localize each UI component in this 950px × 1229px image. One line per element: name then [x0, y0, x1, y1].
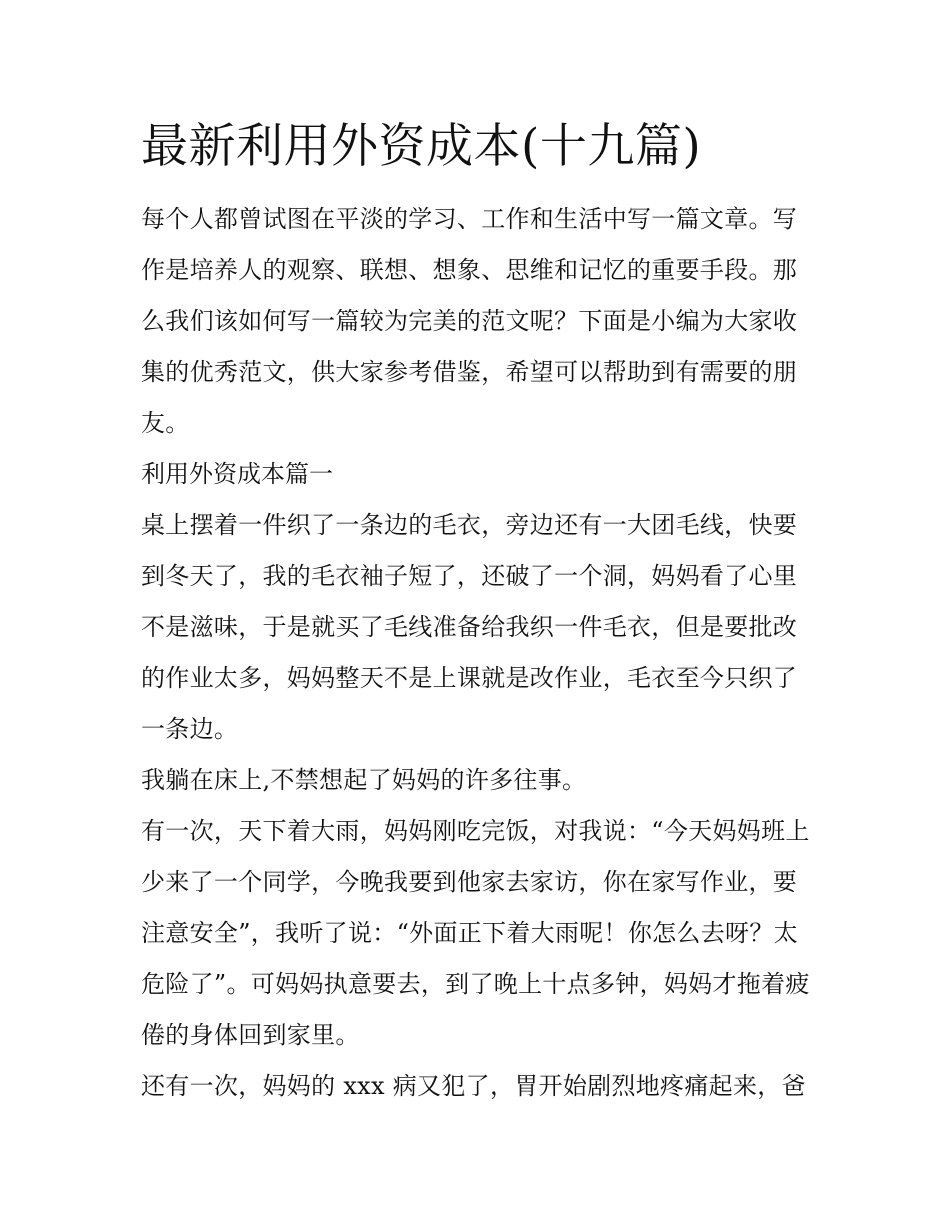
section-heading: 利用外资成本篇一: [141, 460, 333, 488]
intro-paragraph: 每个人都曾试图在平淡的学习、工作和生活中写一篇文章。写作是培养人的观察、联想、想象、思维和记忆的重要手段。那么我们该如何写一篇较为完美的范文呢？下面是小编为大家收集的优秀范文，供大家参考借鉴，希望可以帮助到有需要的朋友。: [141, 205, 798, 437]
body-paragraph: 我躺在床上,不禁想起了妈妈的许多往事。: [141, 766, 587, 794]
document-body: [141, 112, 813, 1112]
document-title: 最新利用外资成本(十九篇): [141, 119, 702, 174]
body-paragraph: 桌上摆着一件织了一条边的毛衣，旁边还有一大团毛线，快要到冬天了，我的毛衣袖子短了，还破了一个洞，妈妈看了心里不是滋味，于是就买了毛线准备给我织一件毛衣，但是要批改的作业太多，妈妈整天不是上课就是改作业，毛衣至今只织了一条边。: [141, 511, 798, 743]
body-paragraph: 还有一次，妈妈的 xxx 病又犯了，胃开始剧烈地疼痛起来，爸: [141, 1072, 806, 1100]
body-paragraph: 有一次，天下着大雨，妈妈刚吃完饭，对我说：“今天妈妈班上少来了一个同学，今晚我要到他家去家访，你在家写作业，要注意安全”，我听了说：“外面正下着大雨呢！你怎么去呀？太危险了”。可妈妈执意要去，到了晚上十点多钟，妈妈才拖着疲倦的身体回到家里。: [141, 817, 810, 1049]
